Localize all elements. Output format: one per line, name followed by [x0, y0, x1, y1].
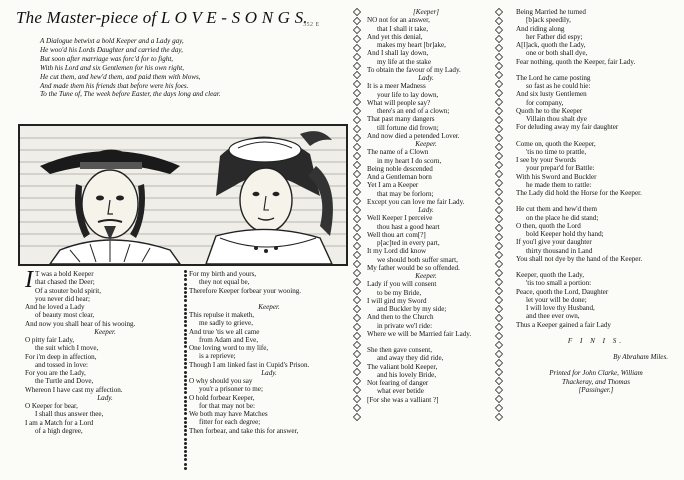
ornament-diamond [353, 413, 361, 421]
ornament-diamond [495, 269, 503, 277]
ornament-diamond [353, 71, 361, 79]
ornament-diamond [495, 251, 503, 259]
woodcut-illustration [18, 124, 348, 266]
ornament-dot [184, 446, 187, 449]
verse-line: And yet this denial, [367, 32, 423, 41]
verse-line: in private we'l ride: [377, 321, 433, 330]
speaker-label: Keeper. [415, 140, 437, 148]
verse-line: For you are the Lady, [25, 369, 86, 377]
verse-line: Fear nothing, quoth the Keeper, fair Lady. [516, 57, 636, 66]
verse-line: for that may not be: [199, 401, 255, 410]
column-divider-ornament [353, 8, 360, 472]
verse-line: till fortune did frown; [377, 123, 439, 132]
ornament-diamond [495, 197, 503, 205]
ornament-diamond [495, 206, 503, 214]
stanza-gap [516, 263, 676, 271]
ornament-dot [184, 371, 187, 374]
verse-line: the Turtle and Dove, [35, 377, 94, 386]
verse-line: Peace, quoth the Lord, Daughter [516, 287, 609, 296]
verse-line: Come on, quoth the Keeper, [516, 139, 596, 148]
ornament-dot [184, 354, 187, 357]
ornament-diamond [353, 260, 361, 268]
ornament-diamond [353, 170, 361, 178]
verse-line: so fast as he could hie: [526, 82, 591, 90]
verse-line: This repulse it maketh, [189, 311, 255, 319]
ornament-diamond [353, 314, 361, 322]
ornament-diamond [495, 35, 503, 43]
verse-line: he made them to rattle: [526, 180, 592, 189]
ornament-diamond [495, 323, 503, 331]
verse-line: O why should you say [189, 377, 253, 385]
verse-line: fitter for each degree; [199, 418, 261, 427]
ornament-diamond [495, 332, 503, 340]
verse-line: Thus a Keeper gained a fair Lady [516, 320, 611, 329]
ornament-diamond [353, 53, 361, 61]
ornament-diamond [495, 125, 503, 133]
speaker-label: Keeper. [415, 272, 437, 280]
verse-line: thirty thousand in Land [526, 246, 593, 255]
ornament-dot [184, 400, 187, 403]
ornament-diamond [495, 161, 503, 169]
ornament-diamond [353, 26, 361, 34]
ornament-dot [184, 383, 187, 386]
verse-line: Well thou art com[?] [367, 230, 426, 239]
ornament-dot [184, 287, 187, 290]
ornament-diamond [353, 359, 361, 367]
ornament-diamond [353, 80, 361, 88]
verse-column-2 [189, 270, 349, 435]
ornament-diamond [495, 404, 503, 412]
ornament-diamond [353, 125, 361, 133]
ornament-diamond [495, 359, 503, 367]
verse-line: The valiant bold Keeper, [367, 362, 438, 371]
finis-mark: F I N I S. [567, 336, 625, 345]
ornament-diamond [353, 305, 361, 313]
verse-line: they not equal be, [199, 278, 250, 287]
ornament-dot [184, 425, 187, 428]
ornament-diamond [353, 89, 361, 97]
intro-verse [40, 37, 345, 99]
verse-line: To obtain the favour of my Lady. [367, 65, 461, 74]
ornament-dot [184, 404, 187, 407]
ornament-diamond [353, 377, 361, 385]
verse-line: It is a meer Madness [367, 82, 426, 91]
ornament-diamond [495, 44, 503, 52]
verse-line: Well Keeper I perceive [367, 214, 433, 223]
verse-line: And a Gentleman born [367, 173, 432, 181]
intro-line: But soon after marriage was forc'd for to fight, [40, 54, 174, 63]
verse-line: Therefore Keeper forbear your wooing. [189, 286, 302, 295]
ornament-diamond [495, 215, 503, 223]
page-title: The Master-piece of L O V E - S O N G S. [16, 8, 308, 27]
verse-line: and away they did ride, [377, 354, 444, 363]
verse-line: you never did hear; [35, 294, 90, 303]
verse-line: And true 'tis we all came [189, 327, 260, 336]
ornament-dot [184, 458, 187, 461]
ornament-dot [184, 366, 187, 369]
ornament-diamond [495, 413, 503, 421]
verse-column-1 [25, 267, 185, 435]
ornament-dot [184, 396, 187, 399]
ornament-diamond [353, 206, 361, 214]
verse-line: For i'm deep in affection, [25, 352, 97, 361]
ornament-diamond [495, 224, 503, 232]
stanza-gap [516, 132, 676, 140]
verse-line: Yet I am a Keeper [367, 181, 419, 190]
ornament-diamond [495, 233, 503, 241]
verse-line: one or both shall dye, [526, 49, 588, 58]
verse-line: my life at the stake [377, 57, 431, 66]
speaker-label: Lady. [418, 206, 434, 214]
ornament-diamond [353, 215, 361, 223]
verse-column-4 [516, 8, 676, 394]
ornament-diamond [353, 44, 361, 52]
verse-line: It my Lord did know [367, 247, 427, 256]
ornament-diamond [353, 269, 361, 277]
verse-line: thou hast a good heart [377, 222, 440, 231]
verse-line: to be my Bride, [377, 288, 422, 297]
verse-line: If you'l give your daughter [516, 238, 592, 247]
ornament-diamond [353, 35, 361, 43]
verse-column-3 [367, 8, 485, 404]
ornament-diamond [353, 233, 361, 241]
ornament-dot [184, 283, 187, 286]
verse-line: 'tis too small a portion: [526, 279, 592, 288]
ornament-dot [184, 442, 187, 445]
ornament-diamond [353, 134, 361, 142]
verse-line: Lady if you will consent [367, 280, 437, 289]
ornament-dot [184, 438, 187, 441]
verse-line: p[ac]ted in every part, [377, 239, 440, 247]
ornament-diamond [495, 305, 503, 313]
ornament-diamond [353, 395, 361, 403]
verse-line: A[l]ack, quoth the Lady, [516, 41, 586, 49]
ornament-diamond [495, 170, 503, 178]
ornament-diamond [353, 404, 361, 412]
intro-line: He woo'd his Lords Daughter and carried the day, [40, 45, 183, 54]
verse-line: the suit which I move, [35, 344, 99, 353]
verse-line: Being noble descended [367, 164, 433, 173]
verse-line: of a high degree, [35, 426, 83, 435]
ornament-diamond [353, 278, 361, 286]
ornament-diamond [495, 98, 503, 106]
ornament-diamond [495, 8, 503, 16]
verse-line: Quoth he to the Keeper [516, 106, 583, 115]
verse-line: bold Keeper hold thy hand; [526, 230, 604, 238]
ornament-dot [184, 429, 187, 432]
ornament-diamond [495, 53, 503, 61]
ornament-dot [184, 408, 187, 411]
stanza-gap [367, 338, 485, 346]
ornament-dot [184, 421, 187, 424]
verse-line: what ever betide [377, 387, 424, 396]
ornament-dot [184, 312, 187, 315]
stanza-gap [189, 295, 349, 303]
imprint-line: Printed for John Clarke, William [549, 369, 643, 378]
ornament-dot [184, 379, 187, 382]
intro-line: With his Lord and six Gentlemen for his own right, [40, 63, 184, 72]
imprint-line: Thackeray, and Thomas [562, 377, 630, 386]
verse-line: from Adam and Eve, [199, 335, 259, 344]
verse-line: And now died a petended Lover. [367, 131, 460, 140]
ornament-diamond [495, 26, 503, 34]
verse-line: Keeper, quoth the Lady, [516, 271, 584, 279]
stanza-gap [516, 197, 676, 205]
verse-line: My father would be so offended. [367, 263, 460, 272]
ornament-diamond [353, 188, 361, 196]
verse-line: that chased the Deer; [35, 278, 95, 287]
ornament-dot [184, 358, 187, 361]
verse-line: and his lovely Bride, [377, 370, 437, 379]
ornament-dot [184, 333, 187, 336]
ornament-diamond [353, 161, 361, 169]
ornament-diamond [353, 62, 361, 70]
catalog-mark: 352 E [303, 22, 320, 28]
ornament-diamond [495, 314, 503, 322]
verse-line: Of a stouter bold spirit, [35, 286, 102, 295]
ornament-diamond [353, 368, 361, 376]
verse-line: And he loved a Lady [25, 303, 85, 311]
verse-line: That past many dangers [367, 115, 435, 124]
ornament-dot [184, 391, 187, 394]
verse-line: and Buckler by my side; [377, 305, 447, 313]
ornament-dot [184, 295, 187, 298]
verse-line: Except you can love me fair Lady. [367, 197, 465, 206]
ornament-diamond [495, 341, 503, 349]
verse-line: I will gird my Sword [367, 296, 427, 305]
ornament-dot [184, 345, 187, 348]
ornament-diamond [495, 278, 503, 286]
ornament-diamond [495, 188, 503, 196]
ornament-diamond [495, 71, 503, 79]
ornament-dot [184, 316, 187, 319]
intro-line: To the Tune of, The week before Easter, the days long and clear. [40, 90, 221, 99]
verse-line: in my heart I do scorn, [377, 156, 442, 165]
drop-cap-initial: I [25, 267, 33, 293]
verse-line: I see by your Swords [516, 156, 576, 164]
ornament-diamond [353, 350, 361, 358]
ornament-dot [184, 320, 187, 323]
column-divider-ornament [183, 270, 187, 475]
verse-line: you'r a prisoner to me; [199, 385, 263, 394]
intro-line: He cut them, and hew'd them, and paid them with blows, [40, 72, 201, 81]
verse-line: You shall not dye by the hand of the Keeper. [516, 254, 643, 263]
ornament-diamond [495, 386, 503, 394]
ornament-diamond [353, 179, 361, 187]
ornament-diamond [495, 368, 503, 376]
ornament-dot [184, 329, 187, 332]
verse-line: Whereon I have cast my affection. [25, 385, 123, 394]
verse-line: on the place he did stand; [526, 213, 599, 222]
ornament-diamond [495, 107, 503, 115]
ornament-dot [184, 304, 187, 307]
imprint-line: [Passinger.] [578, 385, 614, 394]
verse-line: What will people say? [367, 98, 431, 107]
speaker-label: [Keeper] [412, 8, 439, 16]
verse-line: The Lady did hold the Horse for the Keeper. [516, 189, 642, 197]
verse-line: O then, quoth the Lord [516, 221, 581, 230]
ornament-diamond [495, 152, 503, 160]
verse-line: your prepar'd for Battle: [526, 164, 595, 173]
verse-line: And now you shall hear of his wooing. [25, 319, 136, 328]
verse-line: [For she was a valliant ?] [367, 395, 439, 404]
verse-line: The name of a Clown [367, 148, 429, 157]
verse-line: that I shall it take, [377, 24, 429, 33]
ornament-diamond [353, 323, 361, 331]
verse-line: let your will be done; [526, 295, 587, 304]
verse-line: The Lord he came posting [516, 73, 591, 82]
ornament-dot [184, 308, 187, 311]
ornament-dot [184, 450, 187, 453]
ornament-dot [184, 433, 187, 436]
verse-line: and tossed in love: [35, 360, 88, 369]
ornament-diamond [495, 89, 503, 97]
verse-line: we should both suffer smart, [377, 255, 458, 264]
ornament-dot [184, 454, 187, 457]
verse-line: I will love thy Husband, [526, 304, 595, 312]
ornament-diamond [495, 116, 503, 124]
verse-line: NO not for an answer, [367, 16, 430, 25]
verse-line: Not fearing of danger [367, 379, 429, 387]
ornament-dot [184, 291, 187, 294]
ornament-diamond [495, 134, 503, 142]
ornament-dot [184, 412, 187, 415]
ornament-diamond [353, 341, 361, 349]
ornament-diamond [495, 62, 503, 70]
ornament-dot [184, 375, 187, 378]
verse-line: [b]ack speedily, [526, 16, 571, 25]
ornament-diamond [353, 107, 361, 115]
verse-line: and thee ever own, [526, 312, 580, 321]
ornament-diamond [495, 179, 503, 187]
ornament-diamond [353, 152, 361, 160]
ornament-dot [184, 387, 187, 390]
verse-line: is a reprieve; [199, 352, 236, 361]
ornament-diamond [495, 395, 503, 403]
verse-line: 'tis no time to prattle, [526, 147, 587, 156]
speaker-label: Keeper. [94, 327, 116, 336]
verse-line: makes my heart [br]ake, [377, 41, 446, 49]
ornament-diamond [353, 224, 361, 232]
verse-line: I am a Match for a Lord [25, 418, 94, 427]
ornament-diamond [495, 287, 503, 295]
ornament-diamond [495, 350, 503, 358]
ornament-diamond [495, 296, 503, 304]
verse-line: We both may have Matches [189, 410, 268, 418]
verse-line: that may be forlorn; [377, 189, 434, 198]
ornament-diamond [353, 242, 361, 250]
speaker-label: Lady. [97, 393, 113, 402]
verse-line: I shall thus answer thee, [35, 410, 104, 419]
ornament-diamond [495, 260, 503, 268]
ornament-dot [184, 463, 187, 466]
verse-line: And I shall lay down, [367, 49, 429, 58]
ornament-diamond [353, 296, 361, 304]
verse-line: your life to lay down, [377, 90, 439, 99]
ornament-dot [184, 299, 187, 302]
verse-line: Though I am linked fast in Cupid's Prison. [189, 360, 310, 369]
verse-line: O hold forbear Keeper, [189, 393, 255, 402]
verse-line: Villain thou shalt dye [526, 115, 587, 123]
ornament-diamond [353, 143, 361, 151]
ornament-dot [184, 270, 187, 273]
verse-line: her Father did espy; [526, 32, 583, 41]
ornament-dot [184, 324, 187, 327]
intro-line: A Dialogue betwixt a bold Keeper and a Lady gay, [40, 37, 184, 45]
intro-line: And made them his friends that before were his foes. [40, 81, 189, 90]
ornament-diamond [353, 287, 361, 295]
ornament-dot [184, 337, 187, 340]
speaker-label: Lady. [418, 74, 434, 82]
verse-line: there's an end of a clown; [377, 107, 450, 115]
verse-line: T was a bold Keeper [35, 270, 94, 278]
ornament-diamond [353, 197, 361, 205]
ornament-dot [184, 278, 187, 281]
ornament-diamond [353, 332, 361, 340]
verse-line: And six lusty Gentlemen [516, 90, 587, 99]
ornament-diamond [495, 242, 503, 250]
verse-line: And riding along [516, 24, 565, 33]
ornament-dot [184, 341, 187, 344]
verse-line: One loving word to my life, [189, 344, 269, 352]
speaker-label: Lady. [261, 368, 277, 377]
speaker-label: Keeper. [258, 302, 280, 311]
ornament-dot [184, 274, 187, 277]
verse-line: With his Sword and Buckler [516, 172, 597, 181]
ornament-diamond [353, 251, 361, 259]
author-credit: By Abraham Miles. [613, 353, 668, 361]
ornament-dot [184, 467, 187, 470]
verse-line: O Keeper for bear, [25, 402, 78, 410]
ornament-diamond [353, 98, 361, 106]
woodcut-keeper-and-lady-image [20, 126, 346, 264]
ornament-diamond [495, 377, 503, 385]
verse-line: me sadly to grieve, [199, 319, 253, 328]
verse-line: of beauty most clear, [35, 311, 95, 320]
ornament-diamond [353, 386, 361, 394]
verse-line: Where we will be Married fair Lady. [367, 329, 472, 338]
ornament-diamond [495, 80, 503, 88]
ornament-dot [184, 362, 187, 365]
ornament-diamond [495, 17, 503, 25]
ornament-diamond [353, 17, 361, 25]
ornament-dot [184, 350, 187, 353]
verse-line: for company, [526, 98, 564, 107]
stanza-gap [516, 66, 676, 74]
verse-line: He cut them and hew'd them [516, 205, 598, 214]
verse-line: Then forbear, and take this for answer, [189, 426, 299, 435]
verse-line: O pitty fair Lady, [25, 336, 75, 344]
column-divider-ornament [495, 8, 502, 472]
ornament-diamond [353, 116, 361, 124]
ornament-dot [184, 417, 187, 420]
verse-line: For my birth and yours, [189, 270, 257, 278]
ornament-diamond [353, 8, 361, 16]
ornament-diamond [495, 143, 503, 151]
verse-line: She then gave consent, [367, 346, 433, 354]
verse-line: For deluding away my fair daughter [516, 123, 619, 132]
verse-line: Being Married he turned [516, 8, 586, 16]
verse-line: And then to the Church [367, 313, 434, 322]
